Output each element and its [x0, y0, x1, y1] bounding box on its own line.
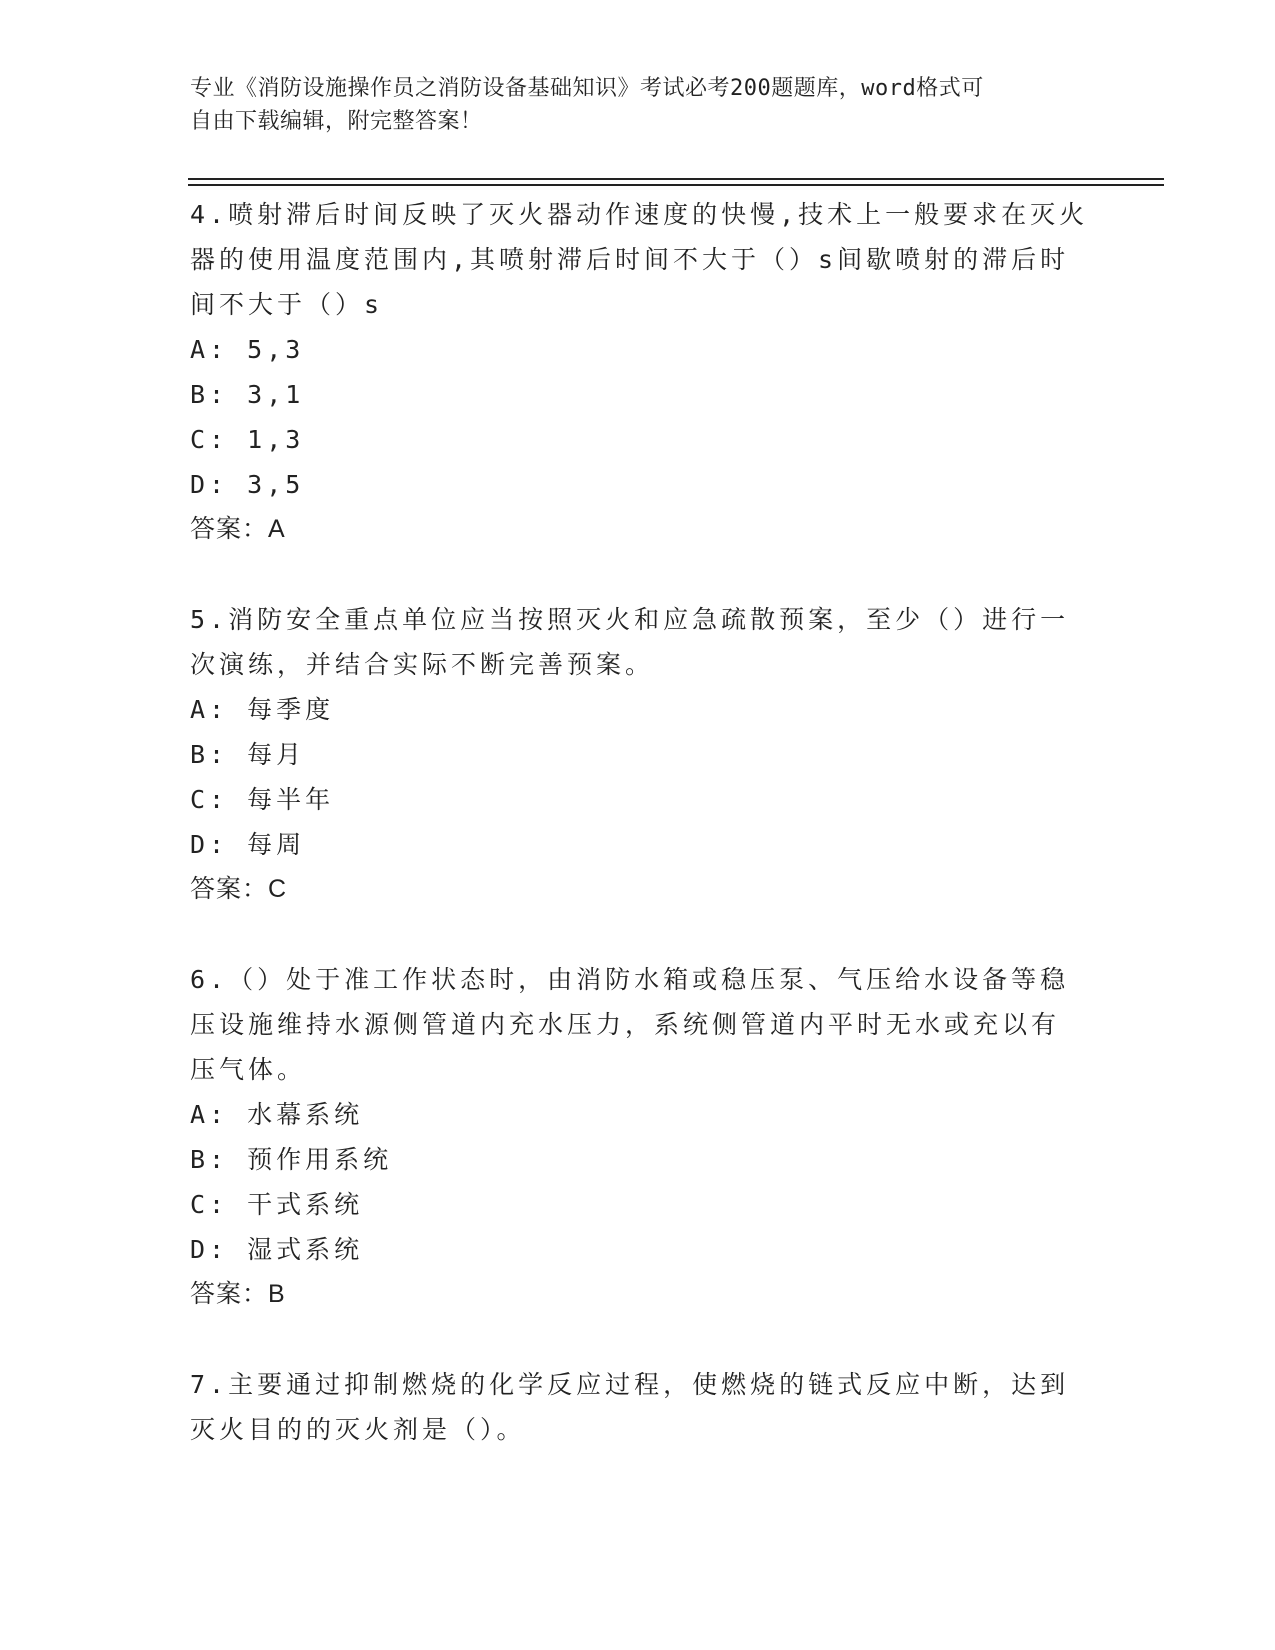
question-spacer	[190, 552, 1090, 597]
question-line: 间不大于（）s	[190, 290, 384, 319]
option-c: C: 每半年	[190, 785, 335, 814]
question-line: 压气体。	[190, 1055, 307, 1084]
option-a: A: 每季度	[190, 695, 335, 724]
question-line: 6.（）处于准工作状态时，由消防水箱或稳压泵、气压给水设备等稳	[190, 965, 1070, 994]
option-d: D: 3,5	[190, 470, 305, 499]
question-line: 器的使用温度范围内,其喷射滞后时间不大于（）s间歇喷射的滞后时	[190, 245, 1070, 274]
option-d: D: 湿式系统	[190, 1235, 364, 1264]
question-item	[190, 957, 1090, 1317]
header-line-2: 自由下载编辑，附完整答案！	[190, 109, 483, 134]
answer-line: 答案：B	[190, 1280, 286, 1308]
answer-line: 答案：C	[190, 875, 288, 903]
header-line-1: 专业《消防设施操作员之消防设备基础知识》考试必考200题题库，word格式可	[190, 76, 984, 101]
option-c: C: 干式系统	[190, 1190, 364, 1219]
question-item	[190, 192, 1090, 552]
document-header	[190, 72, 1070, 138]
question-item	[190, 1362, 1090, 1452]
answer-line: 答案：A	[190, 515, 286, 543]
question-line: 灭火目的的灭火剂是（）。	[190, 1415, 526, 1444]
option-d: D: 每周	[190, 830, 306, 859]
question-line: 4.喷射滞后时间反映了灭火器动作速度的快慢,技术上一般要求在灭火	[190, 200, 1089, 229]
option-b: B: 3,1	[190, 380, 305, 409]
question-item	[190, 597, 1090, 912]
option-a: A: 5,3	[190, 335, 305, 364]
header-divider-bottom	[188, 184, 1164, 186]
question-line: 7.主要通过抑制燃烧的化学反应过程，使燃烧的链式反应中断，达到	[190, 1370, 1070, 1399]
option-b: B: 每月	[190, 740, 306, 769]
question-line: 压设施维持水源侧管道内充水压力，系统侧管道内平时无水或充以有	[190, 1010, 1061, 1039]
option-b: B: 预作用系统	[190, 1145, 393, 1174]
question-spacer	[190, 912, 1090, 957]
option-c: C: 1,3	[190, 425, 305, 454]
question-line: 5.消防安全重点单位应当按照灭火和应急疏散预案，至少（）进行一	[190, 605, 1070, 634]
option-a: A: 水幕系统	[190, 1100, 364, 1129]
question-spacer	[190, 1317, 1090, 1362]
question-line: 次演练，并结合实际不断完善预案。	[190, 650, 655, 679]
question-list	[190, 192, 1090, 1452]
header-divider-top	[188, 178, 1164, 180]
